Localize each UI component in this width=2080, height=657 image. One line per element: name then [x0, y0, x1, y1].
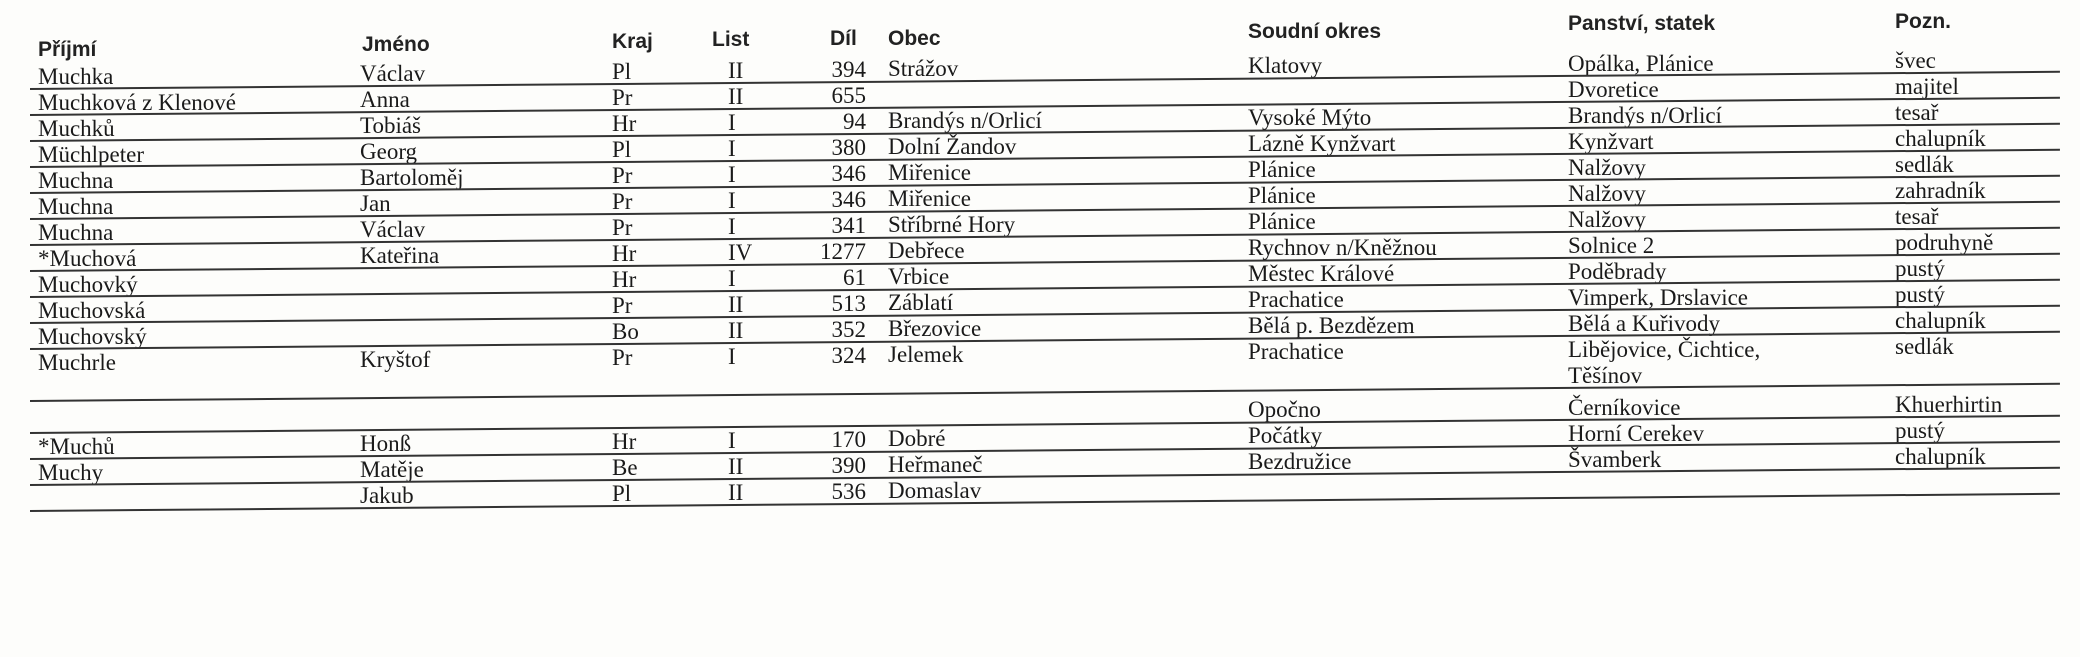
- cell-jmeno: Kryštof: [360, 347, 431, 372]
- cell-pozn: pustý: [1895, 256, 1945, 281]
- row-rule: [30, 467, 2060, 486]
- cell-jmeno: Anna: [360, 87, 410, 112]
- cell-dil: 94: [843, 109, 866, 134]
- cell-kraj: Pr: [612, 293, 633, 318]
- cell-kraj: Hr: [612, 241, 637, 266]
- row-rule: [30, 149, 2060, 168]
- cell-obec: Brandýs n/Orlicí: [888, 108, 1042, 133]
- cell-jmeno: Bartoloměj: [360, 165, 464, 190]
- cell-dil: 352: [831, 317, 866, 342]
- cell-okres: Plánice: [1248, 157, 1316, 182]
- cell-list: II: [728, 58, 744, 83]
- header-kraj: Kraj: [612, 30, 653, 53]
- cell-pozn: chalupník: [1895, 444, 1986, 469]
- row-rule: [30, 123, 2060, 142]
- cell-panstvi: Vimperk, Drslavice: [1568, 285, 1749, 310]
- cell-okres: Rychnov n/Kněžnou: [1248, 235, 1437, 260]
- row-rule: [30, 415, 2060, 434]
- header-list: List: [712, 28, 750, 51]
- cell-prijmeni: Muchovská: [38, 298, 146, 323]
- cell-kraj: Pr: [612, 163, 633, 188]
- cell-panstvi2: Těšínov: [1568, 363, 1643, 388]
- cell-list: I: [728, 136, 736, 161]
- cell-kraj: Pr: [612, 345, 633, 370]
- cell-dil: 513: [831, 291, 866, 316]
- cell-obec: Strážov: [888, 56, 959, 81]
- row-rule: [30, 279, 2060, 298]
- cell-prijmeni: Muchrle: [38, 350, 116, 375]
- cell-dil: 380: [831, 135, 866, 160]
- cell-panstvi: Dvoretice: [1568, 77, 1659, 102]
- cell-obec: Miřenice: [888, 186, 972, 211]
- cell-panstvi: Černíkovice: [1568, 395, 1681, 420]
- cell-okres: Lázně Kynžvart: [1248, 131, 1396, 156]
- cell-kraj: Pr: [612, 85, 633, 110]
- row-rule: [30, 383, 2060, 402]
- cell-kraj: Pl: [612, 137, 632, 162]
- cell-pozn: sedlák: [1895, 334, 1954, 359]
- cell-okres: Prachatice: [1248, 287, 1344, 312]
- cell-obec: Heřmaneč: [888, 452, 983, 477]
- cell-jmeno: Tobiáš: [360, 113, 421, 138]
- cell-dil: 324: [831, 343, 866, 368]
- header-dil: Díl: [830, 27, 857, 50]
- cell-dil: 1277: [820, 239, 866, 264]
- cell-okres: Opočno: [1248, 397, 1321, 422]
- cell-okres: Vysoké Mýto: [1248, 105, 1372, 130]
- cell-obec: Miřenice: [888, 160, 972, 185]
- header-pozn: Pozn.: [1895, 10, 1951, 33]
- row-rule: [30, 71, 2060, 90]
- row-rule: [30, 441, 2060, 460]
- cell-list: II: [728, 454, 744, 479]
- row-rule: [30, 201, 2060, 220]
- cell-dil: 341: [831, 213, 866, 238]
- cell-pozn: tesař: [1895, 204, 1939, 229]
- cell-dil: 346: [831, 161, 866, 186]
- cell-obec: Dolní Žandov: [888, 134, 1017, 159]
- header-prijmeni: Příjmí: [38, 38, 97, 61]
- cell-jmeno: Honß: [360, 431, 412, 456]
- cell-pozn: chalupník: [1895, 308, 1986, 333]
- cell-pozn: sedlák: [1895, 152, 1954, 177]
- cell-list: IV: [728, 240, 753, 265]
- header-obec: Obec: [888, 27, 941, 50]
- cell-kraj: Hr: [612, 267, 637, 292]
- cell-panstvi: Libějovice, Čichtice,: [1568, 337, 1761, 362]
- cell-kraj: Pl: [612, 59, 632, 84]
- cell-obec: Březovice: [888, 316, 982, 341]
- cell-dil: 390: [831, 453, 866, 478]
- cell-obec: Stříbrné Hory: [888, 212, 1016, 237]
- cell-kraj: Pr: [612, 215, 633, 240]
- cell-jmeno: Georg: [360, 139, 418, 164]
- cell-prijmeni: Muchy: [38, 460, 104, 485]
- cell-prijmeni: Muchků: [38, 116, 115, 141]
- cell-prijmeni: Muchna: [38, 194, 114, 219]
- cell-jmeno: Jakub: [360, 483, 414, 508]
- row-rule: [30, 305, 2060, 324]
- cell-okres: Městec Králové: [1248, 261, 1395, 286]
- row-rule: [30, 253, 2060, 272]
- cell-list: II: [728, 292, 744, 317]
- cell-pozn: pustý: [1895, 282, 1945, 307]
- cell-panstvi: Poděbrady: [1568, 259, 1667, 284]
- cell-prijmeni: *Muchů: [38, 434, 115, 459]
- cell-list: I: [728, 344, 736, 369]
- cell-panstvi: Nalžovy: [1568, 207, 1646, 232]
- cell-jmeno: Matěje: [360, 457, 424, 482]
- cell-panstvi: Horní Cerekev: [1568, 421, 1705, 446]
- cell-dil: 536: [831, 479, 866, 504]
- cell-obec: Debřece: [888, 238, 965, 263]
- cell-dil: 170: [831, 427, 866, 452]
- cell-prijmeni: Muchna: [38, 220, 114, 245]
- cell-panstvi: Solnice 2: [1568, 233, 1655, 258]
- cell-okres: Klatovy: [1248, 53, 1323, 78]
- cell-list: I: [728, 162, 736, 187]
- cell-kraj: Be: [612, 455, 638, 480]
- cell-obec: Jelemek: [888, 342, 964, 367]
- cell-kraj: Hr: [612, 429, 637, 454]
- cell-jmeno: Kateřina: [360, 243, 440, 268]
- cell-pozn: majitel: [1895, 74, 1959, 99]
- cell-list: II: [728, 318, 744, 343]
- cell-pozn: švec: [1895, 48, 1936, 73]
- cell-kraj: Bo: [612, 319, 639, 344]
- cell-obec: Záblatí: [888, 290, 954, 315]
- header-panstvi: Panství, statek: [1568, 12, 1716, 35]
- cell-pozn: podruhyně: [1895, 230, 1994, 255]
- cell-prijmeni: Muchková z Klenové: [38, 90, 236, 115]
- cell-panstvi: Nalžovy: [1568, 181, 1646, 206]
- row-rule: [30, 97, 2060, 116]
- cell-jmeno: Jan: [360, 191, 391, 216]
- cell-obec: Vrbice: [888, 264, 950, 289]
- cell-panstvi: Bělá a Kuřivody: [1568, 311, 1721, 336]
- cell-prijmeni: Muchka: [38, 64, 114, 89]
- cell-dil: 346: [831, 187, 866, 212]
- cell-dil: 394: [831, 57, 866, 82]
- cell-list: II: [728, 480, 744, 505]
- cell-panstvi: Nalžovy: [1568, 155, 1646, 180]
- cell-jmeno: Václav: [360, 61, 426, 86]
- cell-dil: 61: [843, 265, 866, 290]
- cell-pozn: chalupník: [1895, 126, 1986, 151]
- cell-pozn: zahradník: [1895, 178, 1986, 203]
- cell-list: I: [728, 188, 736, 213]
- cell-okres: Počátky: [1248, 423, 1323, 448]
- cell-pozn: Khuerhirtin: [1895, 392, 2003, 417]
- cell-prijmeni: Muchna: [38, 168, 114, 193]
- header-soudni-okres: Soudní okres: [1248, 20, 1382, 43]
- cell-okres: Bezdružice: [1248, 449, 1352, 474]
- cell-pozn: pustý: [1895, 418, 1945, 443]
- header-jmeno: Jméno: [362, 33, 430, 56]
- cell-okres: Bělá p. Bezdězem: [1248, 313, 1415, 338]
- cell-kraj: Pr: [612, 189, 633, 214]
- cell-prijmeni: Muchovský: [38, 324, 147, 349]
- cell-kraj: Pl: [612, 481, 632, 506]
- cell-obec: Domaslav: [888, 478, 982, 503]
- cell-okres: Plánice: [1248, 209, 1316, 234]
- row-rule: [30, 493, 2060, 512]
- cell-prijmeni: Müchlpeter: [38, 142, 145, 167]
- cell-list: II: [728, 84, 744, 109]
- cell-panstvi: Brandýs n/Orlicí: [1568, 103, 1722, 128]
- row-rule: [30, 227, 2060, 246]
- cell-jmeno: Václav: [360, 217, 426, 242]
- cell-panstvi: Opálka, Plánice: [1568, 51, 1714, 76]
- row-rule: [30, 175, 2060, 194]
- cell-prijmeni: Muchovký: [38, 272, 138, 297]
- cell-list: I: [728, 110, 736, 135]
- cell-panstvi: Švamberk: [1568, 447, 1662, 472]
- cell-dil: 655: [831, 83, 866, 108]
- cell-list: I: [728, 266, 736, 291]
- cell-okres: Plánice: [1248, 183, 1316, 208]
- cell-list: I: [728, 214, 736, 239]
- cell-panstvi: Kynžvart: [1568, 129, 1654, 154]
- cell-pozn: tesař: [1895, 100, 1939, 125]
- cell-obec: Dobré: [888, 426, 946, 451]
- cell-prijmeni: *Muchová: [38, 246, 137, 271]
- cell-okres: Prachatice: [1248, 339, 1344, 364]
- cell-kraj: Hr: [612, 111, 637, 136]
- cell-list: I: [728, 428, 736, 453]
